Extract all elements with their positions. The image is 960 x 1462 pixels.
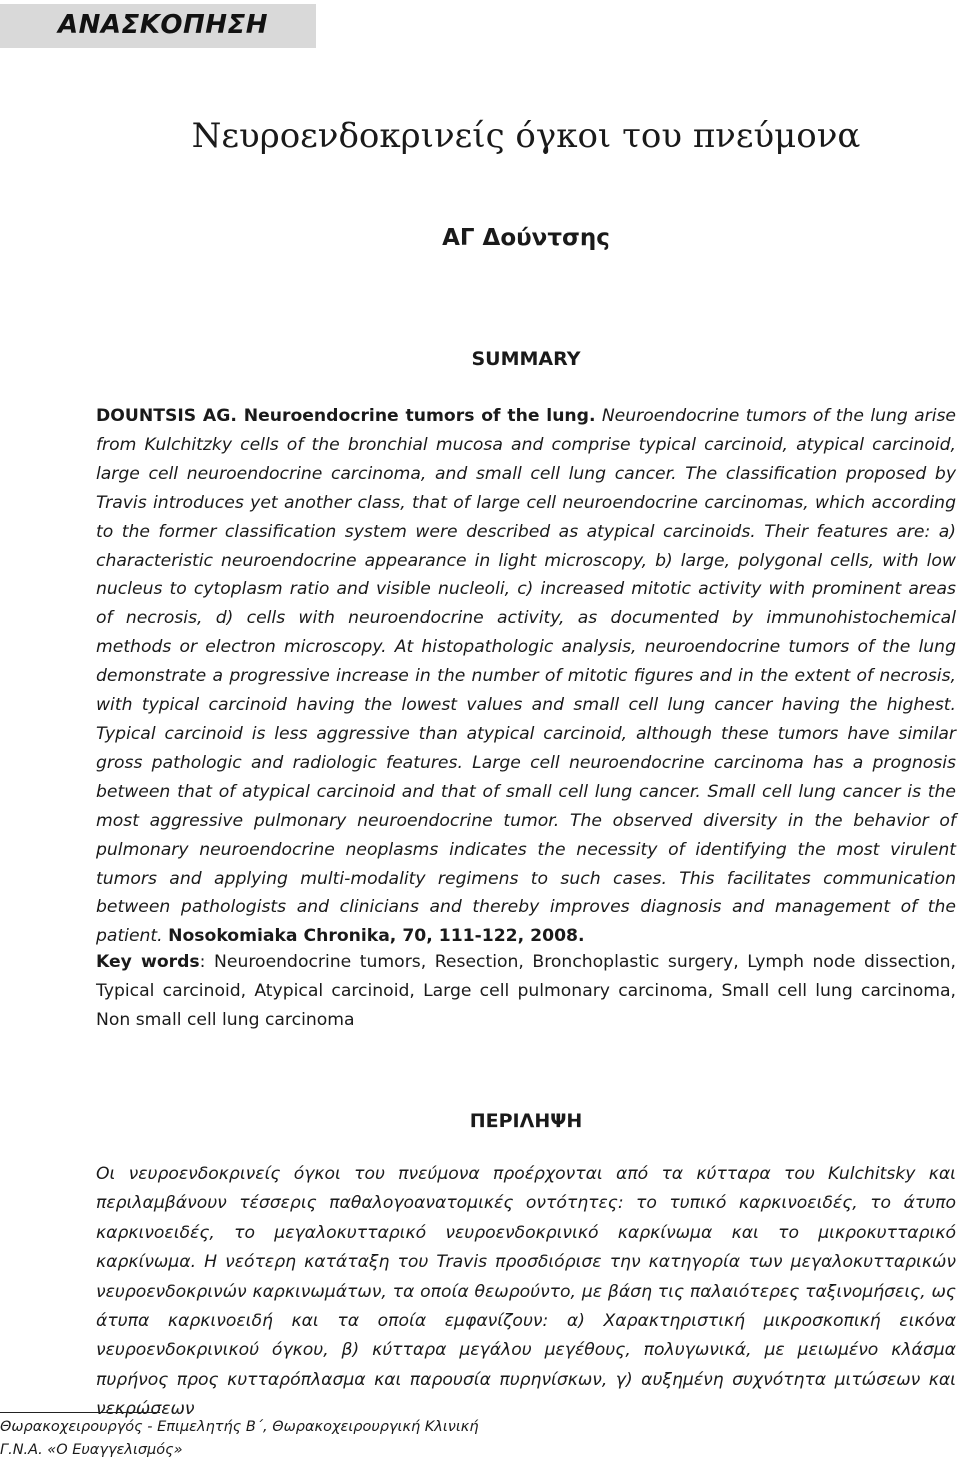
summary-paragraph [96, 402, 956, 951]
article-title: Νευροενδοκρινείς όγκοι του πνεύμονα [191, 116, 861, 156]
section-tag-label: ΑΝΑΣΚΟΠΗΣΗ [58, 10, 269, 40]
footnote-line-1: Θωρακοχειρουργός - Επιμελητής Β΄, Θωρακοχειρουργική Κλινική [0, 1419, 479, 1435]
affiliation-footnote [0, 1416, 479, 1462]
summary-heading: SUMMARY [471, 348, 581, 370]
keywords-paragraph [96, 948, 956, 1035]
keywords-label: Key words [96, 952, 200, 972]
summary-citation: Nosokomiaka Chronika, 70, 111-122, 2008. [168, 926, 585, 947]
keywords-text: Neuroendocrine tumors, Resection, Bronchoplastic surgery, Lymph node dissection, Typical carcinoid, Atypical carcinoid, Large cell pulmonary carcinoma, Small cell lung carcinoma, Non small cell lung carcinoma [96, 952, 957, 1030]
summary-body: Neuroendocrine tumors of the lung arise from Kulchitzky cells of the bronchial mucosa and comprise typical carcinoid, atypical carcinoid, large cell neuroendocrine carcinoma, and small cell lung cancer. The classification proposed by Travis introduces yet another class, that of large cell neuroendocrine carcinomas, which according to the former classification system were described as atypical carcinoids. Their features are: a) characteristic neuroendocrine appearance in light microscopy, b) large, polygonal cells, with low nucleus to cytoplasm ratio and visible nucleoli, c) increased mitotic activity with prominent areas of necrosis, d) cells with neuroendocrine activity, as documented by immunohistochemical methods or electron microscopy. At histopathologic analysis, neuroendocrine tumors of the lung demonstrate a progressive increase in the number of mitotic figures and in the extent of necrosis, with typical carcinoid having the lowest values and small cell lung cancer having the highest. Typical carcinoid is less aggressive than atypical carcinoid, although these tumors have similar gross pathologic and radiologic features. Large cell neuroendocrine carcinoma has a prognosis between that of atypical carcinoid and that of small cell lung cancer. Small cell lung cancer is the most aggressive pulmonary neuroendocrine tumor. The observed diversity in the behavior of pulmonary neuroendocrine neoplasms indicates the necessity of identifying the most virulent tumors and applying multi-modality regimens to such cases. This facilitates communication between pathologists and clinicians and thereby improves diagnosis and management of the patient. [96, 406, 957, 947]
summary-lead: DOUNTSIS AG. Neuroendocrine tumors of the lung. [96, 406, 596, 426]
keywords-separator: : [199, 952, 215, 972]
footnote-line-2: Γ.Ν.Α. «Ο Ευαγγελισμός» [0, 1442, 183, 1458]
section-tag [0, 4, 316, 48]
perilipsi-heading: ΠΕΡΙΛΗΨΗ [469, 1110, 583, 1132]
perilipsi-paragraph: Οι νευροενδοκρινείς όγκοι του πνεύμονα προέρχονται από τα κύτταρα του Kulchitsky και περιλαμβάνουν τέσσερις παθαλογοανατομικές οντότητες: το τυπικό καρκινοειδές, το άτυπο καρκινοειδές, το μεγαλοκυτταρικό νευροενδοκρινικό καρκίνωμα και το μικροκυτταρικό καρκίνωμα. Η νεότερη κατάταξη του Travis προσδιόρισε την κατηγορία των μεγαλοκυτταρικών νευροενδοκρινών καρκινωμάτων, τα οποία θεωρούντο, με βάση τις παλαιότερες ταξινομήσεις, ως άτυπα καρκινοειδή και τα οποία εμφανίζουν: α) Χαρακτηριστική μικροσκοπική εικόνα νευροενδοκρινικού όγκου, β) κύτταρα μεγάλου μεγέθους, πολυγωνικά, με μειωμένο κλάσμα πυρήνος προς κυτταρόπλασμα και παρουσία πυρηνίσκων, γ) αυξημένη συχνότητα μιτώσεων και νεκρώσεων [96, 1164, 956, 1420]
footnote-divider [0, 1412, 160, 1413]
article-author: ΑΓ Δούντσης [442, 225, 610, 251]
